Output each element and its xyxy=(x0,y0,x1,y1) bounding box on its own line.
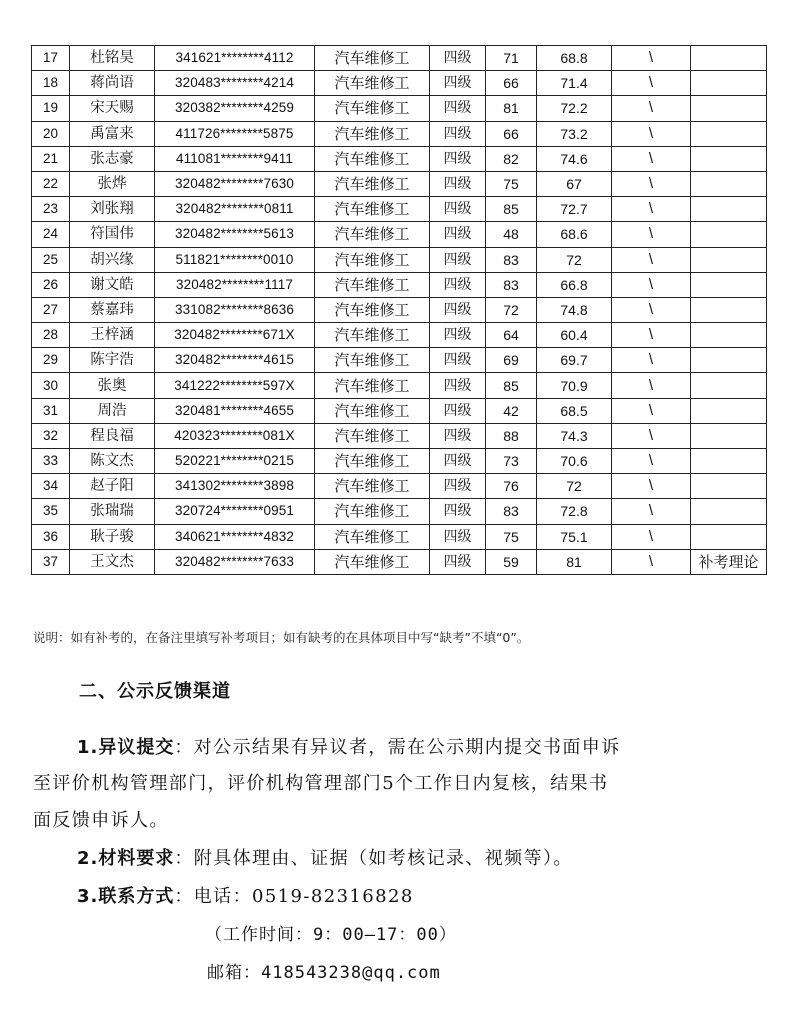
id-number-cell: 320482********1117 xyxy=(155,272,315,297)
occupation-cell: 汽车维修工 xyxy=(315,549,430,574)
remark-cell xyxy=(691,297,767,322)
score-practical-cell: 67 xyxy=(537,171,612,196)
contact-email[interactable]: 邮箱：418543238@qq.com xyxy=(207,963,441,983)
remark-cell xyxy=(691,171,767,196)
table-row xyxy=(32,121,767,146)
id-number-cell: 340621********4832 xyxy=(155,524,315,549)
id-number-cell: 320481********4655 xyxy=(155,398,315,423)
score-theory-cell: 48 xyxy=(486,222,537,247)
score-practical-cell: 72.2 xyxy=(537,96,612,121)
name-cell: 蒋尚语 xyxy=(70,71,155,96)
remark-cell xyxy=(691,423,767,448)
occupation-cell: 汽车维修工 xyxy=(315,71,430,96)
remark-cell xyxy=(691,373,767,398)
row-number-cell: 19 xyxy=(32,96,70,121)
remark-cell xyxy=(691,348,767,373)
score-practical-cell: 74.3 xyxy=(537,423,612,448)
contact-phone: ：电话：0519-82316828 xyxy=(174,886,414,907)
level-cell: 四级 xyxy=(430,121,486,146)
table-row xyxy=(32,474,767,499)
score-theory-cell: 83 xyxy=(486,499,537,524)
occupation-cell: 汽车维修工 xyxy=(315,222,430,247)
name-cell: 张志豪 xyxy=(70,146,155,171)
name-cell: 耿子骏 xyxy=(70,524,155,549)
table-row xyxy=(32,323,767,348)
score-theory-cell: 75 xyxy=(486,171,537,196)
table-row xyxy=(32,373,767,398)
occupation-cell: 汽车维修工 xyxy=(315,499,430,524)
level-cell: 四级 xyxy=(430,373,486,398)
level-cell: 四级 xyxy=(430,499,486,524)
score-practical-cell: 72.8 xyxy=(537,499,612,524)
row-number-cell: 25 xyxy=(32,247,70,272)
score-practical-cell: 69.7 xyxy=(537,348,612,373)
score-other-cell: \ xyxy=(612,549,691,574)
row-number-cell: 30 xyxy=(32,373,70,398)
id-number-cell: 320382********4259 xyxy=(155,96,315,121)
score-theory-cell: 72 xyxy=(486,297,537,322)
score-practical-cell: 70.6 xyxy=(537,449,612,474)
score-practical-cell: 68.5 xyxy=(537,398,612,423)
table-row xyxy=(32,247,767,272)
score-practical-cell: 72 xyxy=(537,474,612,499)
table-row xyxy=(32,46,767,71)
score-practical-cell: 66.8 xyxy=(537,272,612,297)
row-number-cell: 23 xyxy=(32,197,70,222)
level-cell: 四级 xyxy=(430,46,486,71)
score-other-cell: \ xyxy=(612,46,691,71)
id-number-cell: 341222********597X xyxy=(155,373,315,398)
score-other-cell: \ xyxy=(612,524,691,549)
id-number-cell: 320482********0811 xyxy=(155,197,315,222)
name-cell: 谢文皓 xyxy=(70,272,155,297)
name-cell: 程良福 xyxy=(70,423,155,448)
id-number-cell: 341621********4112 xyxy=(155,46,315,71)
remark-cell xyxy=(691,71,767,96)
level-cell: 四级 xyxy=(430,423,486,448)
name-cell: 杜铭昊 xyxy=(70,46,155,71)
score-theory-cell: 81 xyxy=(486,96,537,121)
row-number-cell: 37 xyxy=(32,549,70,574)
name-cell: 蔡嘉玮 xyxy=(70,297,155,322)
occupation-cell: 汽车维修工 xyxy=(315,323,430,348)
score-practical-cell: 74.8 xyxy=(537,297,612,322)
score-other-cell: \ xyxy=(612,247,691,272)
id-number-cell: 320482********5613 xyxy=(155,222,315,247)
score-other-cell: \ xyxy=(612,121,691,146)
row-number-cell: 26 xyxy=(32,272,70,297)
table-row xyxy=(32,297,767,322)
row-number-cell: 27 xyxy=(32,297,70,322)
row-number-cell: 17 xyxy=(32,46,70,71)
score-other-cell: \ xyxy=(612,197,691,222)
remark-cell xyxy=(691,121,767,146)
name-cell: 张烨 xyxy=(70,171,155,196)
table-row xyxy=(32,423,767,448)
row-number-cell: 36 xyxy=(32,524,70,549)
table-row xyxy=(32,272,767,297)
remark-cell xyxy=(691,524,767,549)
score-other-cell: \ xyxy=(612,423,691,448)
score-theory-cell: 42 xyxy=(486,398,537,423)
name-cell: 赵子阳 xyxy=(70,474,155,499)
occupation-cell: 汽车维修工 xyxy=(315,46,430,71)
score-theory-cell: 85 xyxy=(486,373,537,398)
score-other-cell: \ xyxy=(612,449,691,474)
name-cell: 禹富来 xyxy=(70,121,155,146)
item3-label: 3.联系方式 xyxy=(77,886,175,907)
row-number-cell: 35 xyxy=(32,499,70,524)
score-other-cell: \ xyxy=(612,323,691,348)
score-practical-cell: 72 xyxy=(537,247,612,272)
score-practical-cell: 70.9 xyxy=(537,373,612,398)
score-practical-cell: 75.1 xyxy=(537,524,612,549)
table-row xyxy=(32,197,767,222)
name-cell: 陈宇浩 xyxy=(70,348,155,373)
item1-line2: 至评价机构管理部门，评价机构管理部门5个工作日内复核，结果书 xyxy=(33,773,609,794)
row-number-cell: 21 xyxy=(32,146,70,171)
score-practical-cell: 68.6 xyxy=(537,222,612,247)
remark-cell xyxy=(691,323,767,348)
score-practical-cell: 72.7 xyxy=(537,197,612,222)
level-cell: 四级 xyxy=(430,474,486,499)
item2-text: ：附具体理由、证据（如考核记录、视频等）。 xyxy=(174,848,573,869)
name-cell: 胡兴缘 xyxy=(70,247,155,272)
score-theory-cell: 88 xyxy=(486,423,537,448)
level-cell: 四级 xyxy=(430,323,486,348)
id-number-cell: 520221********0215 xyxy=(155,449,315,474)
score-practical-cell: 74.6 xyxy=(537,146,612,171)
level-cell: 四级 xyxy=(430,247,486,272)
occupation-cell: 汽车维修工 xyxy=(315,197,430,222)
level-cell: 四级 xyxy=(430,449,486,474)
score-theory-cell: 83 xyxy=(486,247,537,272)
explanation-note: 说明：如有补考的，在备注里填写补考项目；如有缺考的在具体项目中写“缺考”不填“0”。 xyxy=(33,630,530,645)
level-cell: 四级 xyxy=(430,524,486,549)
score-theory-cell: 76 xyxy=(486,474,537,499)
level-cell: 四级 xyxy=(430,197,486,222)
remark-cell xyxy=(691,247,767,272)
occupation-cell: 汽车维修工 xyxy=(315,348,430,373)
occupation-cell: 汽车维修工 xyxy=(315,96,430,121)
level-cell: 四级 xyxy=(430,272,486,297)
remark-cell xyxy=(691,46,767,71)
score-theory-cell: 59 xyxy=(486,549,537,574)
level-cell: 四级 xyxy=(430,222,486,247)
table-row xyxy=(32,449,767,474)
score-theory-cell: 75 xyxy=(486,524,537,549)
score-theory-cell: 66 xyxy=(486,71,537,96)
level-cell: 四级 xyxy=(430,96,486,121)
item1-label: 1.异议提交 xyxy=(77,737,175,758)
table-row xyxy=(32,398,767,423)
remark-cell xyxy=(691,449,767,474)
table-row xyxy=(32,222,767,247)
name-cell: 王文杰 xyxy=(70,549,155,574)
level-cell: 四级 xyxy=(430,146,486,171)
occupation-cell: 汽车维修工 xyxy=(315,297,430,322)
table-row xyxy=(32,348,767,373)
row-number-cell: 22 xyxy=(32,171,70,196)
level-cell: 四级 xyxy=(430,71,486,96)
score-theory-cell: 66 xyxy=(486,121,537,146)
occupation-cell: 汽车维修工 xyxy=(315,474,430,499)
table-row xyxy=(32,71,767,96)
score-other-cell: \ xyxy=(612,499,691,524)
remark-cell xyxy=(691,272,767,297)
score-practical-cell: 81 xyxy=(537,549,612,574)
row-number-cell: 20 xyxy=(32,121,70,146)
level-cell: 四级 xyxy=(430,549,486,574)
table-row xyxy=(32,549,767,574)
section-title: 二、公示反馈渠道 xyxy=(79,681,231,702)
name-cell: 王梓涵 xyxy=(70,323,155,348)
item3-line xyxy=(77,882,414,908)
score-other-cell: \ xyxy=(612,297,691,322)
row-number-cell: 29 xyxy=(32,348,70,373)
id-number-cell: 511821********0010 xyxy=(155,247,315,272)
score-other-cell: \ xyxy=(612,71,691,96)
score-other-cell: \ xyxy=(612,146,691,171)
occupation-cell: 汽车维修工 xyxy=(315,121,430,146)
score-other-cell: \ xyxy=(612,474,691,499)
score-other-cell: \ xyxy=(612,373,691,398)
id-number-cell: 411726********5875 xyxy=(155,121,315,146)
level-cell: 四级 xyxy=(430,398,486,423)
id-number-cell: 320482********671X xyxy=(155,323,315,348)
score-practical-cell: 73.2 xyxy=(537,121,612,146)
occupation-cell: 汽车维修工 xyxy=(315,146,430,171)
score-practical-cell: 71.4 xyxy=(537,71,612,96)
table-body xyxy=(32,46,767,575)
occupation-cell: 汽车维修工 xyxy=(315,449,430,474)
item1-text: ：对公示结果有异议者，需在公示期内提交书面申诉 xyxy=(174,737,621,758)
remark-cell: 补考理论 xyxy=(691,549,767,574)
score-theory-cell: 71 xyxy=(486,46,537,71)
score-other-cell: \ xyxy=(612,398,691,423)
id-number-cell: 320482********7630 xyxy=(155,171,315,196)
name-cell: 张奥 xyxy=(70,373,155,398)
item1-line3: 面反馈申诉人。 xyxy=(33,810,169,831)
name-cell: 宋天赐 xyxy=(70,96,155,121)
score-theory-cell: 83 xyxy=(486,272,537,297)
row-number-cell: 24 xyxy=(32,222,70,247)
table-row xyxy=(32,524,767,549)
name-cell: 周浩 xyxy=(70,398,155,423)
id-number-cell: 320482********4615 xyxy=(155,348,315,373)
score-practical-cell: 60.4 xyxy=(537,323,612,348)
remark-cell xyxy=(691,197,767,222)
name-cell: 陈文杰 xyxy=(70,449,155,474)
table-row xyxy=(32,96,767,121)
score-other-cell: \ xyxy=(612,348,691,373)
item2-label: 2.材料要求 xyxy=(77,848,175,869)
occupation-cell: 汽车维修工 xyxy=(315,373,430,398)
row-number-cell: 18 xyxy=(32,71,70,96)
name-cell: 符国伟 xyxy=(70,222,155,247)
id-number-cell: 320724********0951 xyxy=(155,499,315,524)
table-row xyxy=(32,146,767,171)
results-table xyxy=(31,45,767,575)
score-theory-cell: 64 xyxy=(486,323,537,348)
row-number-cell: 34 xyxy=(32,474,70,499)
level-cell: 四级 xyxy=(430,171,486,196)
item1-line1 xyxy=(77,733,621,759)
id-number-cell: 341302********3898 xyxy=(155,474,315,499)
score-other-cell: \ xyxy=(612,222,691,247)
score-theory-cell: 73 xyxy=(486,449,537,474)
id-number-cell: 320483********4214 xyxy=(155,71,315,96)
id-number-cell: 420323********081X xyxy=(155,423,315,448)
row-number-cell: 31 xyxy=(32,398,70,423)
score-other-cell: \ xyxy=(612,96,691,121)
remark-cell xyxy=(691,96,767,121)
remark-cell xyxy=(691,474,767,499)
level-cell: 四级 xyxy=(430,297,486,322)
id-number-cell: 411081********9411 xyxy=(155,146,315,171)
row-number-cell: 28 xyxy=(32,323,70,348)
score-other-cell: \ xyxy=(612,272,691,297)
level-cell: 四级 xyxy=(430,348,486,373)
occupation-cell: 汽车维修工 xyxy=(315,423,430,448)
id-number-cell: 331082********8636 xyxy=(155,297,315,322)
row-number-cell: 33 xyxy=(32,449,70,474)
table-row xyxy=(32,171,767,196)
occupation-cell: 汽车维修工 xyxy=(315,524,430,549)
score-practical-cell: 68.8 xyxy=(537,46,612,71)
occupation-cell: 汽车维修工 xyxy=(315,171,430,196)
row-number-cell: 32 xyxy=(32,423,70,448)
score-theory-cell: 85 xyxy=(486,197,537,222)
remark-cell xyxy=(691,146,767,171)
name-cell: 张瑞瑞 xyxy=(70,499,155,524)
table-row xyxy=(32,499,767,524)
remark-cell xyxy=(691,499,767,524)
name-cell: 刘张翔 xyxy=(70,197,155,222)
remark-cell xyxy=(691,398,767,423)
id-number-cell: 320482********7633 xyxy=(155,549,315,574)
occupation-cell: 汽车维修工 xyxy=(315,398,430,423)
occupation-cell: 汽车维修工 xyxy=(315,272,430,297)
item2-line xyxy=(77,844,573,870)
contact-hours: （工作时间：9：00—17：00） xyxy=(205,925,457,945)
remark-cell xyxy=(691,222,767,247)
score-theory-cell: 69 xyxy=(486,348,537,373)
occupation-cell: 汽车维修工 xyxy=(315,247,430,272)
score-theory-cell: 82 xyxy=(486,146,537,171)
score-other-cell: \ xyxy=(612,171,691,196)
